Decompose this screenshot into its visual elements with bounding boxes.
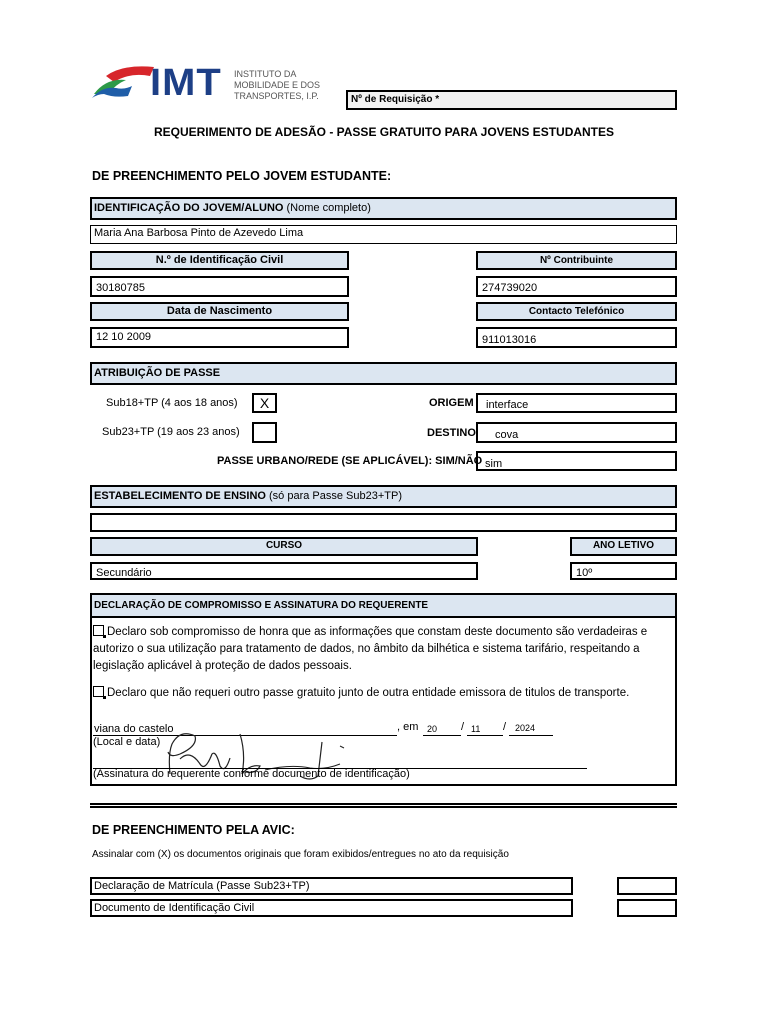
imt-logo-mark-icon — [92, 64, 156, 104]
phone-label: Contacto Telefónico — [476, 302, 677, 321]
nif-label: Nº Contribuinte — [476, 251, 677, 270]
declaration-paragraph-2: Declaro que não requeri outro passe gratuito junto de outra entidade emissora de titulos de transporte. — [93, 685, 673, 702]
dob-field[interactable]: 12 10 2009 — [90, 327, 349, 348]
pass-header: ATRIBUIÇÃO DE PASSE — [90, 362, 677, 385]
destino-field[interactable]: cova — [476, 422, 677, 443]
checkbox-icon — [93, 625, 104, 636]
signature-caption: (Assinatura do requerente conforme documento de identificação) — [93, 768, 410, 780]
imt-logo — [92, 64, 337, 106]
doc1-checkbox[interactable] — [617, 877, 677, 895]
full-name-field[interactable]: Maria Ana Barbosa Pinto de Azevedo Lima — [90, 225, 677, 244]
school-header: ESTABELECIMENTO DE ENSINO (só para Passe Sub23+TP) — [90, 485, 677, 508]
year-value: 2024 — [515, 723, 536, 733]
sub18-checkbox[interactable]: X — [252, 393, 277, 413]
imt-logo-brand: IMT — [150, 62, 222, 104]
day-line — [423, 735, 461, 736]
place-caption: (Local e data) — [93, 736, 161, 748]
ano-letivo-label: ANO LETIVO — [570, 537, 677, 556]
curso-label: CURSO — [90, 537, 478, 556]
imt-logo-line3: TRANSPORTES, I.P. — [234, 91, 319, 101]
section-divider — [90, 803, 677, 808]
page-title: REQUERIMENTO DE ADESÃO - PASSE GRATUITO PARA JOVENS ESTUDANTES — [153, 125, 615, 139]
sub18-label: Sub18+TP (4 aos 18 anos) — [106, 397, 238, 409]
section-student-title: DE PREENCHIMENTO PELO JOVEM ESTUDANTE: — [92, 169, 392, 183]
dob-label: Data de Nascimento — [90, 302, 349, 321]
month-value: 11 — [471, 724, 481, 734]
date-sep-1: / — [461, 721, 465, 733]
origem-label: ORIGEM — [429, 397, 474, 409]
requisicao-field[interactable] — [346, 90, 677, 110]
avic-instructions: Assinalar com (X) os documentos originais que foram exibidos/entregues no ato da requisição — [92, 849, 509, 860]
sub23-checkbox[interactable] — [252, 422, 277, 443]
school-field[interactable] — [90, 513, 677, 532]
civil-id-field[interactable]: 30180785 — [90, 276, 349, 297]
declaration-header: DECLARAÇÃO DE COMPROMISSO E ASSINATURA DO REQUERENTE — [90, 593, 677, 618]
doc2-row: Documento de Identificação Civil — [90, 899, 573, 917]
destino-label: DESTINO — [427, 427, 476, 439]
imt-logo-line1: INSTITUTO DA — [234, 69, 297, 79]
urbano-field[interactable]: sim — [476, 451, 677, 471]
requisicao-label: Nº de Requisição * — [351, 94, 440, 105]
place-value: viana do castelo — [94, 723, 174, 735]
ano-letivo-field[interactable]: 10º — [570, 562, 677, 580]
em-label: , em — [397, 721, 419, 733]
civil-id-label: N.º de Identificação Civil — [90, 251, 349, 270]
date-sep-2: / — [503, 721, 507, 733]
section-avic-title: DE PREENCHIMENTO PELA AVIC: — [92, 823, 295, 837]
curso-field[interactable]: Secundário — [90, 562, 478, 580]
ident-header: IDENTIFICAÇÃO DO JOVEM/ALUNO (Nome completo) — [90, 197, 677, 220]
doc2-checkbox[interactable] — [617, 899, 677, 917]
nif-field[interactable]: 274739020 — [476, 276, 677, 297]
doc1-row: Declaração de Matrícula (Passe Sub23+TP) — [90, 877, 573, 895]
urbano-label: PASSE URBANO/REDE (SE APLICÁVEL): SIM/NÃO — [217, 455, 483, 467]
month-line — [467, 735, 503, 736]
declaration-paragraph-1: Declaro sob compromisso de honra que as informações que constam deste documento são verdadeiras e autorizo o sua utilização para tratamento de dados, no âmbito da bilhética e sistema tarifário, respeitando a legislação aplicável à proteção de dados pessoais. — [93, 626, 648, 672]
origem-field[interactable]: interface — [476, 393, 677, 413]
imt-logo-line2: MOBILIDADE E DOS — [234, 80, 321, 90]
day-value: 20 — [427, 724, 438, 734]
sub23-label: Sub23+TP (19 aos 23 anos) — [102, 426, 240, 438]
year-line — [509, 735, 553, 736]
checkbox-icon — [93, 686, 104, 697]
phone-field[interactable]: 911013016 — [476, 327, 677, 348]
